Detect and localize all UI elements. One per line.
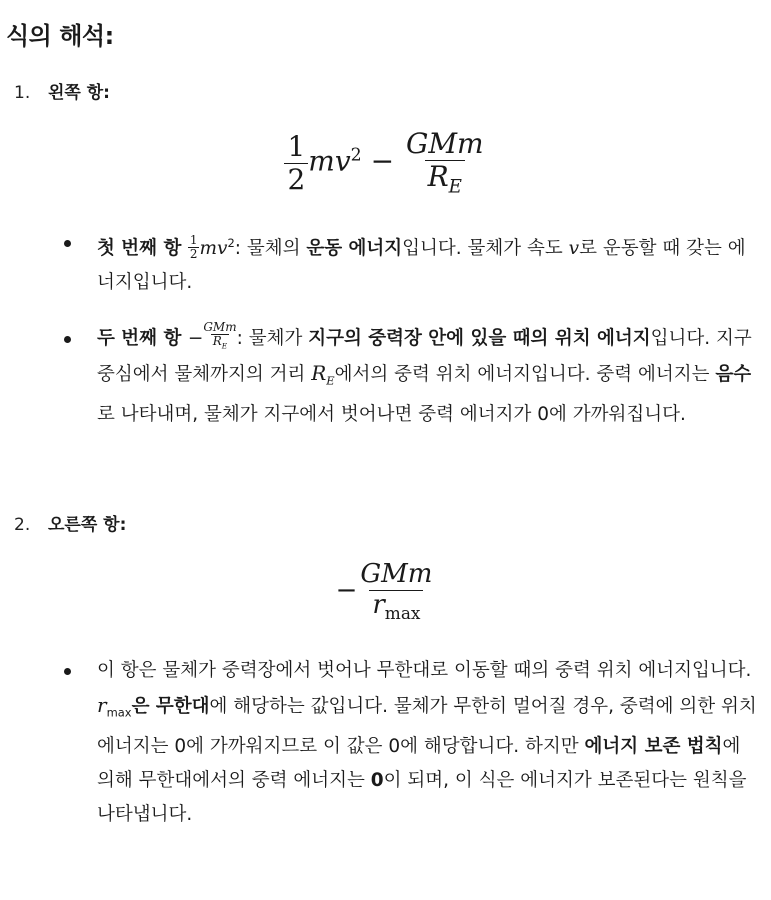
gmm-over-rmax-fraction: $\frac{\text{GMm}}{r_{max}}$ [360,559,433,623]
formula-right-term: − $\frac{\text{GMm}}{r_{max}}$ [0,560,771,623]
list-item-right-term [14,510,126,535]
gmm-over-re-fraction: $\frac{\text{GMm}}{R_E}$ [405,127,484,198]
list-title: 왼쪽 항: [48,83,110,103]
formula-left-term: $\frac{1}{2}$ $mv^2$ − $\frac{\text{GMm}}{R_E}$ [0,128,771,198]
section-heading: 식의 해석: [6,22,114,50]
bullet-first-term: 첫 번째 항 $\frac{1}{2}$ $mv^2$: 물체의 운동 에너지입니다. 물체가 속도 v로 운동할 때 갖는 에너지입니다. [97,226,762,300]
bullet-right-term: 이 항은 물체가 중력장에서 벗어나 무한대로 이동할 때의 중력 위치 에너지입니다. $r_{max}$은 무한대에 해당하는 값입니다. 물체가 무한히 멀어질 경우, 중력에 의한 위치 에너지는 0에 가까워지므로 이 값은 0에 해당합니다. 하지만 에너지 보존 법칙에 의해 무한대에서의 중력 에너지는 0이 되며, 이 식은 에너지가 보존된다는 원칙을 나타냅니다. [97,654,762,832]
list-number: 2. [14,515,31,535]
list-number: 1. [14,83,31,103]
gmm-over-re-inline: GMm $R_E$ [203,320,237,351]
list-title: 오른쪽 항: [48,515,127,535]
half-fraction: $\frac{1}{2}$ [284,131,308,196]
list-item-left-term [14,78,110,103]
half-fraction-inline: $\frac{1}{2}$ [189,232,198,261]
bullet-second-term: 두 번째 항 − GMm $R_E$ : 물체가 지구의 중력장 안에 있을 때의 위치 에너지입니다. 지구 중심에서 물체까지의 거리 $R_E$에서의 중력 위치 에너지입니다. 중력 에너지는 음수로 나타내며, 물체가 지구에서 벗어나면 중력 에너지가 0에 가까워집니다. [97,322,762,432]
